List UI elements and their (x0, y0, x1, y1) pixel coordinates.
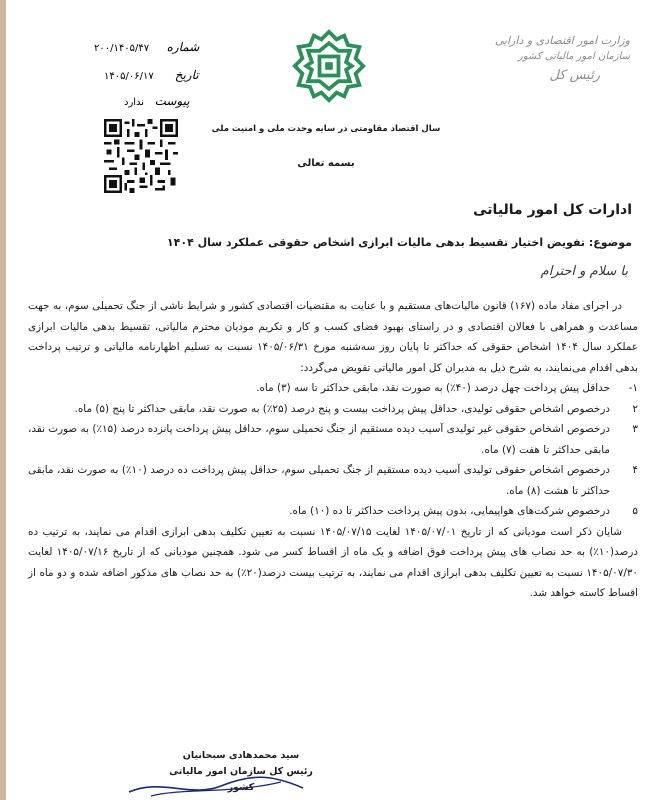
list-item-number: ۵ (632, 505, 638, 517)
attachment-value: ندارد (124, 97, 145, 108)
number-value: ۲۰۰/۱۴۰۵/۴۷ (94, 43, 150, 54)
subject-line (167, 236, 632, 249)
attachment-row (124, 94, 190, 108)
letter-page (6, 0, 658, 800)
ministry-name: وزارت امور اقتصادی و دارایی (494, 34, 630, 47)
list-item-text: حداقل پیش پرداخت چهل درصد (۴۰٪) به صورت نقد، مابقی حداکثر تا سه (۳) ماه. (256, 382, 610, 394)
list-item-text: درخصوص اشخاص حقوقی تولیدی، حداقل پیش پرداخت بیست و پنج درصد (۲۵٪) به صورت نقد، مابقی حداکثر تا پنج (۵) ماه. (74, 402, 610, 415)
list-item-number: ۴ (632, 464, 638, 476)
list-item (28, 501, 638, 522)
list-item-text: درخصوص شرکت‌های هواپیمایی، بدون پیش پرداخت حداکثر تا ده (۱۰) ماه. (289, 505, 610, 517)
date-value: ۱۴۰۵/۰۶/۱۷ (104, 71, 154, 82)
head-title: رئیس کل (549, 68, 600, 83)
list-item-number: ۱- (628, 382, 638, 394)
basmala: بسمه تعالی (297, 158, 355, 169)
attachment-label: پیوست (154, 94, 190, 108)
letter-body (28, 296, 638, 604)
intro-paragraph: در اجرای مفاد ماده (۱۶۷) قانون مالیات‌های مستقیم و با عنایت به مقتضیات اقتصادی کشور و شرایط ناشی از جنگ تحمیلی سوم، به جهت مساعدت و همراهی با فعالان اقتصادی و در راستای بهبود فضای کسب و کار و تکریم مودیان محترم مالیاتی، تقسیط بدهی مالیات ابرازی عملکرد سال ۱۴۰۴ اشخاص حقوقی که حداکثر تا پایان روز سه‌شنبه مورخ ۱۴۰۵/۰۶/۳۱ نسبت به تسلیم اظهارنامه مالیاتی و ترتیب پرداخت بدهی اقدام می‌نمایند، به شرح ذیل به مدیران کل امور مالیاتی تفویض می‌گردد: (28, 300, 638, 374)
list-item (28, 399, 638, 420)
closing-paragraph: شایان ذکر است مودیانی که از تاریخ ۱۴۰۵/۰۷/۰۱ لغایت ۱۴۰۵/۰۷/۱۵ نسبت به تعیین تکلیف بدهی ابرازی اقدام می نمایند، به ترتیب ده درصد(۱۰٪) به حد نصاب های پیش پرداخت فوق اضافه و یک ماه از اقساط کسر می شود. همچنین مودیانی که از تاریخ ۱۴۰۵/۰۷/۱۶ لغایت ۱۴۰۵/۰۷/۳۰ نسبت به تعیین تکلیف بدهی ابرازی اقدام می نمایند، به ترتیب بیست درصد(۲۰٪) به حد نصاب های مذکور اضافه شده و دو ماه از اقساط کاسته خواهد شد. (28, 525, 638, 599)
list-item-text: درخصوص اشخاص حقوقی غیر تولیدی آسیب دیده مستقیم از جنگ تحمیلی سوم، حداقل پیش پرداخت پانزده درصد (۱۵٪) به صورت نقد، مابقی حداکثر تا هفت (۷) ماه. (28, 423, 610, 456)
number-label: شماره (166, 40, 200, 54)
date-label: تاریخ (174, 68, 199, 82)
qr-code (100, 119, 182, 193)
list-item (28, 378, 638, 399)
list-item-number: ۳ (632, 423, 638, 435)
subject-label: موضوع: (588, 236, 632, 249)
letter-number-row (94, 40, 199, 54)
signatory-name: سید محمدهادی سبحانیان (182, 750, 300, 761)
signatory-title: رئیس کل سازمان امور مالیاتی کشور (169, 766, 313, 793)
recipient: ادارات کل امور مالیاتی (473, 202, 632, 218)
ministry-handwritten-header (470, 34, 630, 83)
greeting: با سلام و احترام (540, 264, 628, 279)
year-slogan: سال اقتصاد مقاومتی در سایه وحدت ملی و امنیت ملی (211, 124, 441, 134)
list-item-number: ۲ (632, 402, 638, 415)
list-item-text: درخصوص اشخاص حقوقی تولیدی آسیب دیده مستقیم از جنگ تحمیلی سوم، حداقل پیش پرداخت ده درصد (۱۰٪) به صورت نقد، مابقی حداکثر تا هشت (۸) ماه. (28, 464, 611, 497)
list-item (28, 419, 638, 460)
handwritten-signature (121, 768, 311, 800)
organization-name: سازمان امور مالیاتی کشور (518, 51, 630, 62)
letter-date-row (104, 68, 199, 82)
subject-text: تفویض اختیار تقسیط بدهی مالیات ابرازی اشخاص حقوقی عملکرد سال ۱۴۰۴ (166, 236, 585, 249)
list-item (28, 460, 638, 501)
tax-organization-logo (291, 28, 367, 104)
